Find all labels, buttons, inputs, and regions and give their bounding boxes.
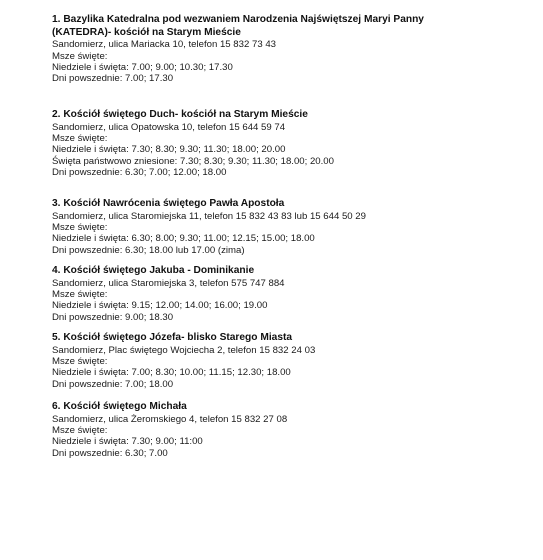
- mass-heading: Msze święte:: [52, 289, 108, 300]
- weekday-hours: Dni powszednie: 7.00; 18.00: [52, 378, 174, 390]
- church-address: Sandomierz, ulica Żeromskiego 4, telefon 15 832 27 08: [52, 413, 288, 425]
- church-address: Sandomierz, ulica Opatowska 10, telefon 15 644 59 74: [52, 121, 286, 133]
- weekday-hours: Dni powszednie: 9.00; 18.30: [52, 311, 174, 323]
- church-title: 4. Kościół świętego Jakuba - Dominikanie: [52, 265, 255, 276]
- sunday-hours: Niedziele i święta: 6.30; 8.00; 9.30; 11.00; 12.15; 15.00; 18.00: [52, 233, 315, 245]
- sunday-hours: Niedziele i święta: 7.30; 8.30; 9.30; 11.30; 18.00; 20.00: [52, 144, 286, 156]
- mass-heading: Msze święte:: [52, 356, 108, 367]
- church-title: 1. Bazylika Katedralna pod wezwaniem Narodzenia Najświętszej Maryi Panny: [52, 14, 424, 25]
- mass-heading: Msze święte:: [52, 425, 108, 436]
- church-entry-5: [52, 332, 522, 390]
- weekday-hours: Dni powszednie: 7.00; 17.30: [52, 73, 174, 85]
- church-address: Sandomierz, ulica Staromiejska 11, telefon 15 832 43 83 lub 15 644 50 29: [52, 210, 366, 222]
- sunday-hours: Niedziele i święta: 7.00; 8.30; 10.00; 11.15; 12.30; 18.00: [52, 367, 291, 379]
- weekday-hours: Dni powszednie: 6.30; 18.00 lub 17.00 (zima): [52, 244, 245, 256]
- church-title: 6. Kościół świętego Michała: [52, 401, 187, 412]
- mass-heading: Msze święte:: [52, 50, 108, 62]
- mass-heading: Msze święte:: [52, 222, 108, 233]
- church-entry-6: [52, 401, 522, 459]
- church-title: 3. Kościół Nawrócenia świętego Pawła Apostoła: [52, 198, 285, 209]
- church-title-continued: (KATEDRA)- kościół na Starym Mieście: [52, 26, 241, 38]
- church-title: 5. Kościół świętego Józefa- blisko Starego Miasta: [52, 332, 293, 343]
- church-entry-1: [52, 14, 522, 85]
- church-address: Sandomierz, Plac świętego Wojciecha 2, telefon 15 832 24 03: [52, 344, 316, 356]
- sunday-hours: Niedziele i święta: 7.00; 9.00; 10.30; 17.30: [52, 62, 233, 73]
- mass-heading: Msze święte:: [52, 133, 108, 144]
- sunday-hours: Niedziele i święta: 7.30; 9.00; 11:00: [52, 436, 203, 448]
- church-address: Sandomierz, ulica Staromiejska 3, telefon 575 747 884: [52, 277, 285, 289]
- sunday-hours: Niedziele i święta: 9.15; 12.00; 14.00; 16.00; 19.00: [52, 300, 268, 312]
- church-title: 2. Kościół świętego Duch- kościół na Starym Mieście: [52, 109, 308, 120]
- holiday-hours: Święta państwowo zniesione: 7.30; 8.30; 9.30; 11.30; 18.00; 20.00: [52, 155, 334, 167]
- church-entry-3: [52, 198, 522, 256]
- weekday-hours: Dni powszednie: 6.30; 7.00; 12.00; 18.00: [52, 167, 227, 179]
- weekday-hours: Dni powszednie: 6.30; 7.00: [52, 447, 168, 459]
- church-address: Sandomierz, ulica Mariacka 10, telefon 15 832 73 43: [52, 39, 276, 51]
- church-entry-2: [52, 109, 522, 179]
- church-entry-4: [52, 265, 522, 323]
